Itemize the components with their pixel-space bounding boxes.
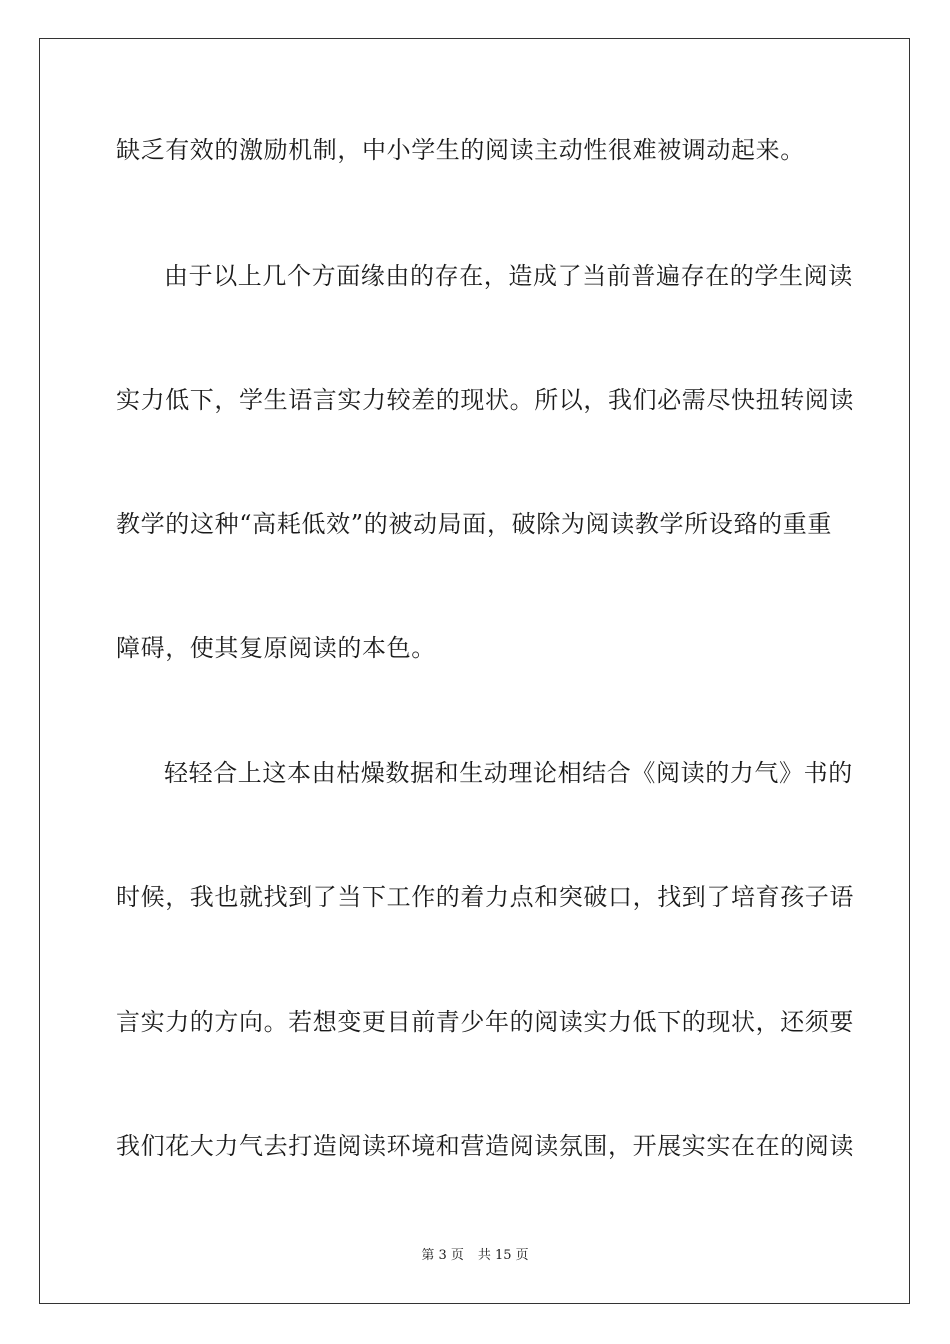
text-line-8: 言实力的方向。若想变更目前青少年的阅读实力低下的现状，还须要 xyxy=(116,1008,854,1036)
text-line-1: 缺乏有效的激励机制，中小学生的阅读主动性很难被调动起来。 xyxy=(116,136,805,164)
page-total: 共 15 页 xyxy=(477,1248,529,1263)
text-line-3: 实力低下，学生语言实力较差的现状。所以，我们必需尽快扭转阅读 xyxy=(116,386,854,414)
text-line-5: 障碍，使其复原阅读的本色。 xyxy=(116,634,436,662)
page-footer xyxy=(0,1248,950,1264)
text-line-2: 由于以上几个方面缘由的存在，造成了当前普遍存在的学生阅读 xyxy=(164,262,853,290)
text-line-7: 时候，我也就找到了当下工作的着力点和突破口，找到了培育孩子语 xyxy=(116,883,854,911)
text-line-9: 我们花大力气去打造阅读环境和营造阅读氛围，开展实实在在的阅读 xyxy=(116,1132,854,1160)
page-border xyxy=(39,38,910,1304)
text-line-4: 教学的这种“高耗低效”的被动局面，破除为阅读教学所设臵的重重 xyxy=(116,510,832,538)
text-line-6: 轻轻合上这本由枯燥数据和生动理论相结合《阅读的力气》书的 xyxy=(164,759,853,787)
page-number: 第 3 页 xyxy=(421,1248,464,1263)
